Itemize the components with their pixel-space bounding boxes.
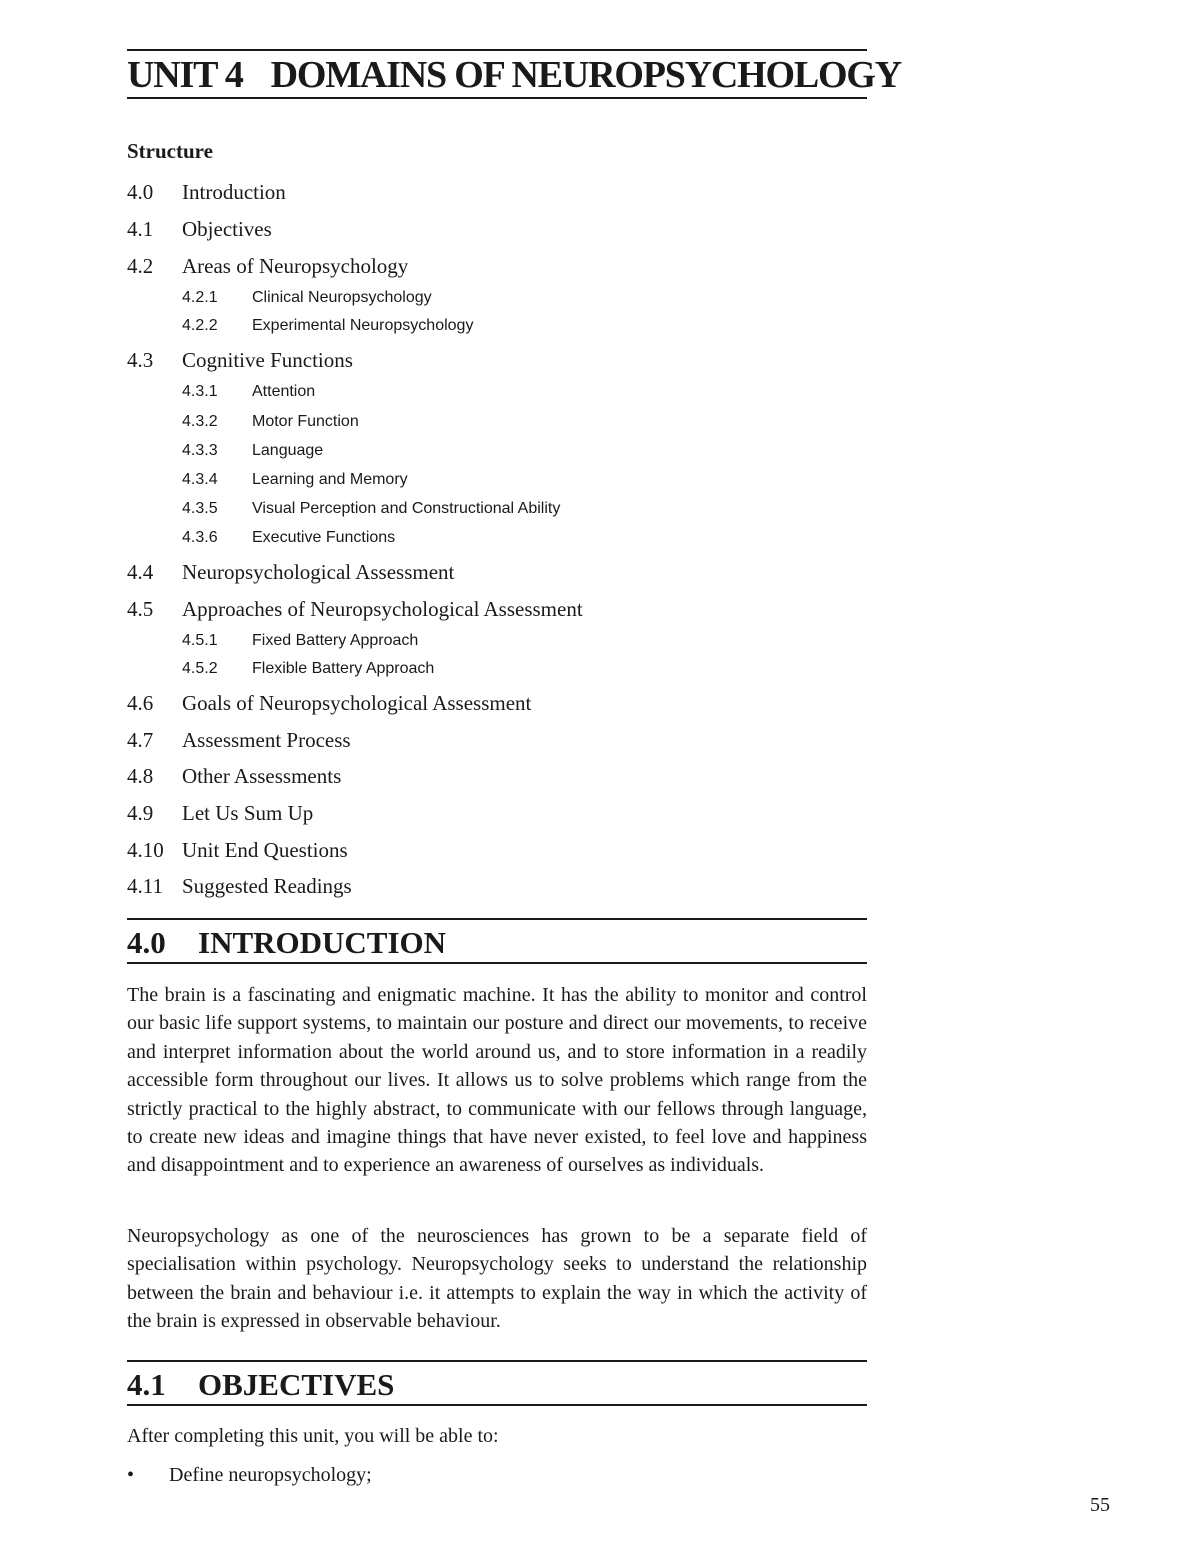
toc-item: 4.7 Assessment Process [127,728,351,752]
toc-item: 4.9 Let Us Sum Up [127,801,314,825]
intro-bottom-rule [127,962,867,964]
page-number: 55 [1090,1494,1110,1516]
title-bottom-rule [127,97,867,99]
toc-subitem: 4.3.6 Executive Functions [182,529,396,546]
unit-number: UNIT 4 [127,54,243,96]
objective-bullet-item: • Define neuropsychology; [127,1464,372,1486]
bullet-icon: • [127,1464,135,1486]
toc-subitem: 4.3.5 Visual Perception and Constructional Ability [182,500,561,517]
toc-subitem: 4.2.2 Experimental Neuropsychology [182,317,474,334]
intro-top-rule [127,918,867,920]
toc-subitem: 4.5.2 Flexible Battery Approach [182,660,435,677]
toc-subitem: 4.3.4 Learning and Memory [182,471,408,488]
toc-item: 4.8 Other Assessments [127,764,342,788]
toc-item: 4.3 Cognitive Functions [127,348,353,372]
section-heading-introduction: 4.0 INTRODUCTION [127,925,447,960]
structure-heading: Structure [127,139,213,163]
toc-item: 4.10 Unit End Questions [127,838,348,862]
toc-item: 4.4 Neuropsychological Assessment [127,560,455,584]
toc-item: 4.6 Goals of Neuropsychological Assessment [127,691,532,715]
objectives-top-rule [127,1360,867,1362]
section-heading-objectives: 4.1 OBJECTIVES [127,1367,395,1402]
unit-title-text: DOMAINS OF NEUROPSYCHOLOGY [270,54,901,96]
toc-item: 4.0 Introduction [127,180,286,204]
toc-subitem: 4.5.1 Fixed Battery Approach [182,632,419,649]
unit-title [127,54,901,96]
toc-subitem: 4.2.1 Clinical Neuropsychology [182,289,432,306]
intro-paragraph-2: Neuropsychology as one of the neurosciences has grown to be a separate field of specialisation within psychology. Neuropsychology seeks to understand the relationship between the brain and behaviour i.e. it attempts to explain the way in which the activity of the brain is expressed in observable behaviour. [127,1225,867,1333]
toc-item: 4.11 Suggested Readings [127,874,352,898]
toc-item: 4.2 Areas of Neuropsychology [127,254,409,278]
toc-subitem: 4.3.3 Language [182,442,324,459]
toc-subitem: 4.3.2 Motor Function [182,413,359,430]
title-top-rule [127,49,867,51]
toc-item: 4.5 Approaches of Neuropsychological Assessment [127,597,583,621]
toc-item: 4.1 Objectives [127,217,272,241]
objectives-bottom-rule [127,1404,867,1406]
objectives-lead: After completing this unit, you will be able to: [127,1425,499,1447]
intro-paragraph-1: The brain is a fascinating and enigmatic machine. It has the ability to monitor and control our basic life support systems, to maintain our posture and direct our movements, to receive and interpret information about the world around us, and to store information in a readily accessible form throughout our lives. It allows us to solve problems which range from the strictly practical to the highly abstract, to communicate with our fellows through language, to create new ideas and imagine things that have never existed, to feel love and happiness and disappointment and to experience an awareness of ourselves as individuals. [127,984,867,1177]
toc-subitem: 4.3.1 Attention [182,383,316,400]
